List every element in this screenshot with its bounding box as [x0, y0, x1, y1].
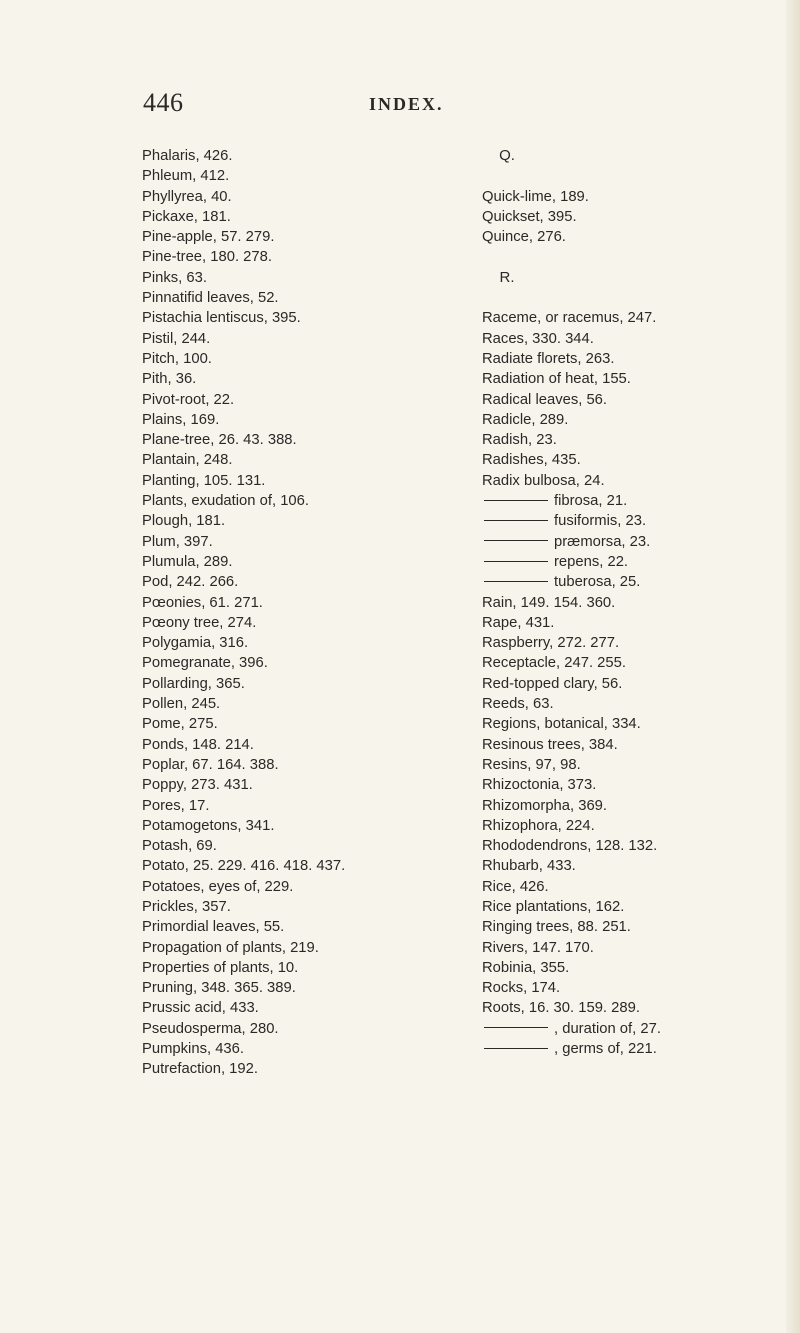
index-entry: Robinia, 355. — [482, 959, 570, 976]
index-entry: Rocks, 174. — [482, 980, 561, 997]
index-entry: Rape, 431. — [482, 614, 555, 631]
index-entry: Ringing trees, 88. 251. — [482, 919, 631, 936]
index-entry: Rivers, 147. 170. — [482, 939, 594, 956]
subentry-text: tuberosa, 25. — [554, 574, 641, 591]
index-entry: Rice plantations, 162. — [482, 898, 625, 915]
index-entry: Resins, 97, 98. — [482, 756, 581, 773]
index-subentry — [482, 572, 782, 592]
index-entry: Pitch, 100. — [142, 350, 212, 367]
subentry-text: repens, 22. — [554, 553, 629, 570]
index-entry: Radish, 23. — [482, 432, 557, 449]
index-entry: Plains, 169. — [142, 411, 220, 428]
subentry-text: fusiformis, 23. — [554, 513, 647, 530]
index-column-left — [142, 146, 487, 1080]
index-entry: Rhubarb, 433. — [482, 858, 576, 875]
index-entry: Pruning, 348. 365. 389. — [142, 980, 296, 997]
subentry-text: fibrosa, 21. — [554, 493, 628, 510]
index-entry: Pomegranate, 396. — [142, 655, 268, 672]
index-entry: Reeds, 63. — [482, 696, 554, 713]
index-entry: Prickles, 357. — [142, 898, 231, 915]
subentry-text: , germs of, 221. — [554, 1041, 657, 1058]
index-entry: Plane-tree, 26. 43. 388. — [142, 432, 297, 449]
index-entry: Roots, 16. 30. 159. 289. — [482, 1000, 640, 1017]
index-entry: Raceme, or racemus, 247. — [482, 310, 657, 327]
index-entry: Radiate florets, 263. — [482, 350, 615, 367]
index-entry: Properties of plants, 10. — [142, 959, 299, 976]
index-entry: Phleum, 412. — [142, 168, 230, 185]
index-entry: Plants, exudation of, 106. — [142, 493, 309, 510]
index-subentry — [482, 1039, 782, 1059]
index-entry: Planting, 105. 131. — [142, 472, 266, 489]
index-entry: Pickaxe, 181. — [142, 208, 231, 225]
page-edge — [786, 0, 800, 1333]
page-number: 446 — [143, 88, 184, 117]
index-entry: Quickset, 395. — [482, 208, 577, 225]
index-entry: Rhizophora, 224. — [482, 817, 595, 834]
index-entry: Red-topped clary, 56. — [482, 675, 623, 692]
subentry-text: , duration of, 27. — [554, 1020, 661, 1037]
index-entry: Pistachia lentiscus, 395. — [142, 310, 301, 327]
ditto-dash — [484, 540, 548, 541]
index-subentry — [482, 491, 782, 511]
index-subentry — [482, 532, 782, 552]
index-subentry — [482, 552, 782, 572]
index-entry: Potamogetons, 341. — [142, 817, 275, 834]
index-entry: Polygamia, 316. — [142, 635, 249, 652]
index-subentry — [482, 1019, 782, 1039]
index-entry: Plum, 397. — [142, 533, 213, 550]
index-entry: Pumpkins, 436. — [142, 1041, 244, 1058]
running-head: INDEX. — [369, 94, 444, 114]
index-entry: Plantain, 248. — [142, 452, 233, 469]
index-entry: Potato, 25. 229. 416. 418. 437. — [142, 858, 346, 875]
index-entry: Rhizomorpha, 369. — [482, 797, 608, 814]
index-entry: Pith, 36. — [142, 371, 197, 388]
index-entry: Resinous trees, 384. — [482, 736, 618, 753]
index-entry: Ponds, 148. 214. — [142, 736, 254, 753]
index-entry: Plough, 181. — [142, 513, 226, 530]
section-letter-q: Q. — [499, 147, 515, 164]
index-entry: Radiation of heat, 155. — [482, 371, 631, 388]
index-entry: Pores, 17. — [142, 797, 210, 814]
index-entry: Pivot-root, 22. — [142, 391, 235, 408]
index-entry: Pome, 275. — [142, 716, 218, 733]
index-entry: Potatoes, eyes of, 229. — [142, 878, 294, 895]
index-entry: Pine-apple, 57. 279. — [142, 229, 275, 246]
index-entry: Putrefaction, 192. — [142, 1061, 258, 1078]
index-entry: Pinks, 63. — [142, 269, 207, 286]
index-entry: Radishes, 435. — [482, 452, 581, 469]
index-entry: Propagation of plants, 219. — [142, 939, 319, 956]
index-entry: Receptacle, 247. 255. — [482, 655, 626, 672]
index-entry: Pœony tree, 274. — [142, 614, 257, 631]
spacer — [482, 288, 782, 308]
index-entry: Regions, botanical, 334. — [482, 716, 641, 733]
index-column-right — [482, 146, 782, 1059]
ditto-dash — [484, 520, 548, 521]
index-entry: Rain, 149. 154. 360. — [482, 594, 616, 611]
index-entry: Radix bulbosa, 24. — [482, 472, 605, 489]
spacer — [482, 247, 782, 267]
index-entry: Primordial leaves, 55. — [142, 919, 285, 936]
index-entry: Pistil, 244. — [142, 330, 211, 347]
index-entry: Plumula, 289. — [142, 553, 233, 570]
index-entry: Phalaris, 426. — [142, 148, 233, 164]
index-entry: Pinnatifid leaves, 52. — [142, 290, 279, 307]
ditto-dash — [484, 1027, 548, 1028]
index-entry: Quince, 276. — [482, 229, 566, 246]
index-entry: Radical leaves, 56. — [482, 391, 608, 408]
index-entry: Poppy, 273. 431. — [142, 777, 253, 794]
ditto-dash — [484, 500, 548, 501]
spacer — [482, 166, 782, 186]
index-entry: Phyllyrea, 40. — [142, 188, 232, 205]
index-entry: Poplar, 67. 164. 388. — [142, 756, 279, 773]
ditto-dash — [484, 561, 548, 562]
index-entry: Prussic acid, 433. — [142, 1000, 259, 1017]
index-entry: Pine-tree, 180. 278. — [142, 249, 272, 266]
index-entry: Radicle, 289. — [482, 411, 569, 428]
index-entry: Pod, 242. 266. — [142, 574, 239, 591]
index-entry: Raspberry, 272. 277. — [482, 635, 620, 652]
index-entry: Potash, 69. — [142, 838, 217, 855]
index-entry: Pollen, 245. — [142, 696, 221, 713]
page-header — [143, 88, 703, 128]
index-entry: Rhizoctonia, 373. — [482, 777, 597, 794]
index-entry: Quick-lime, 189. — [482, 188, 589, 205]
index-entry: Pœonies, 61. 271. — [142, 594, 263, 611]
index-entry: Races, 330. 344. — [482, 330, 594, 347]
index-subentry — [482, 511, 782, 531]
index-entry: Rice, 426. — [482, 878, 549, 895]
ditto-dash — [484, 1048, 548, 1049]
index-entry: Rhododendrons, 128. 132. — [482, 838, 658, 855]
ditto-dash — [484, 581, 548, 582]
section-letter-r: R. — [499, 268, 515, 286]
subentry-text: præmorsa, 23. — [554, 533, 651, 550]
index-entry: Pollarding, 365. — [142, 675, 245, 692]
index-entry: Pseudosperma, 280. — [142, 1020, 279, 1037]
